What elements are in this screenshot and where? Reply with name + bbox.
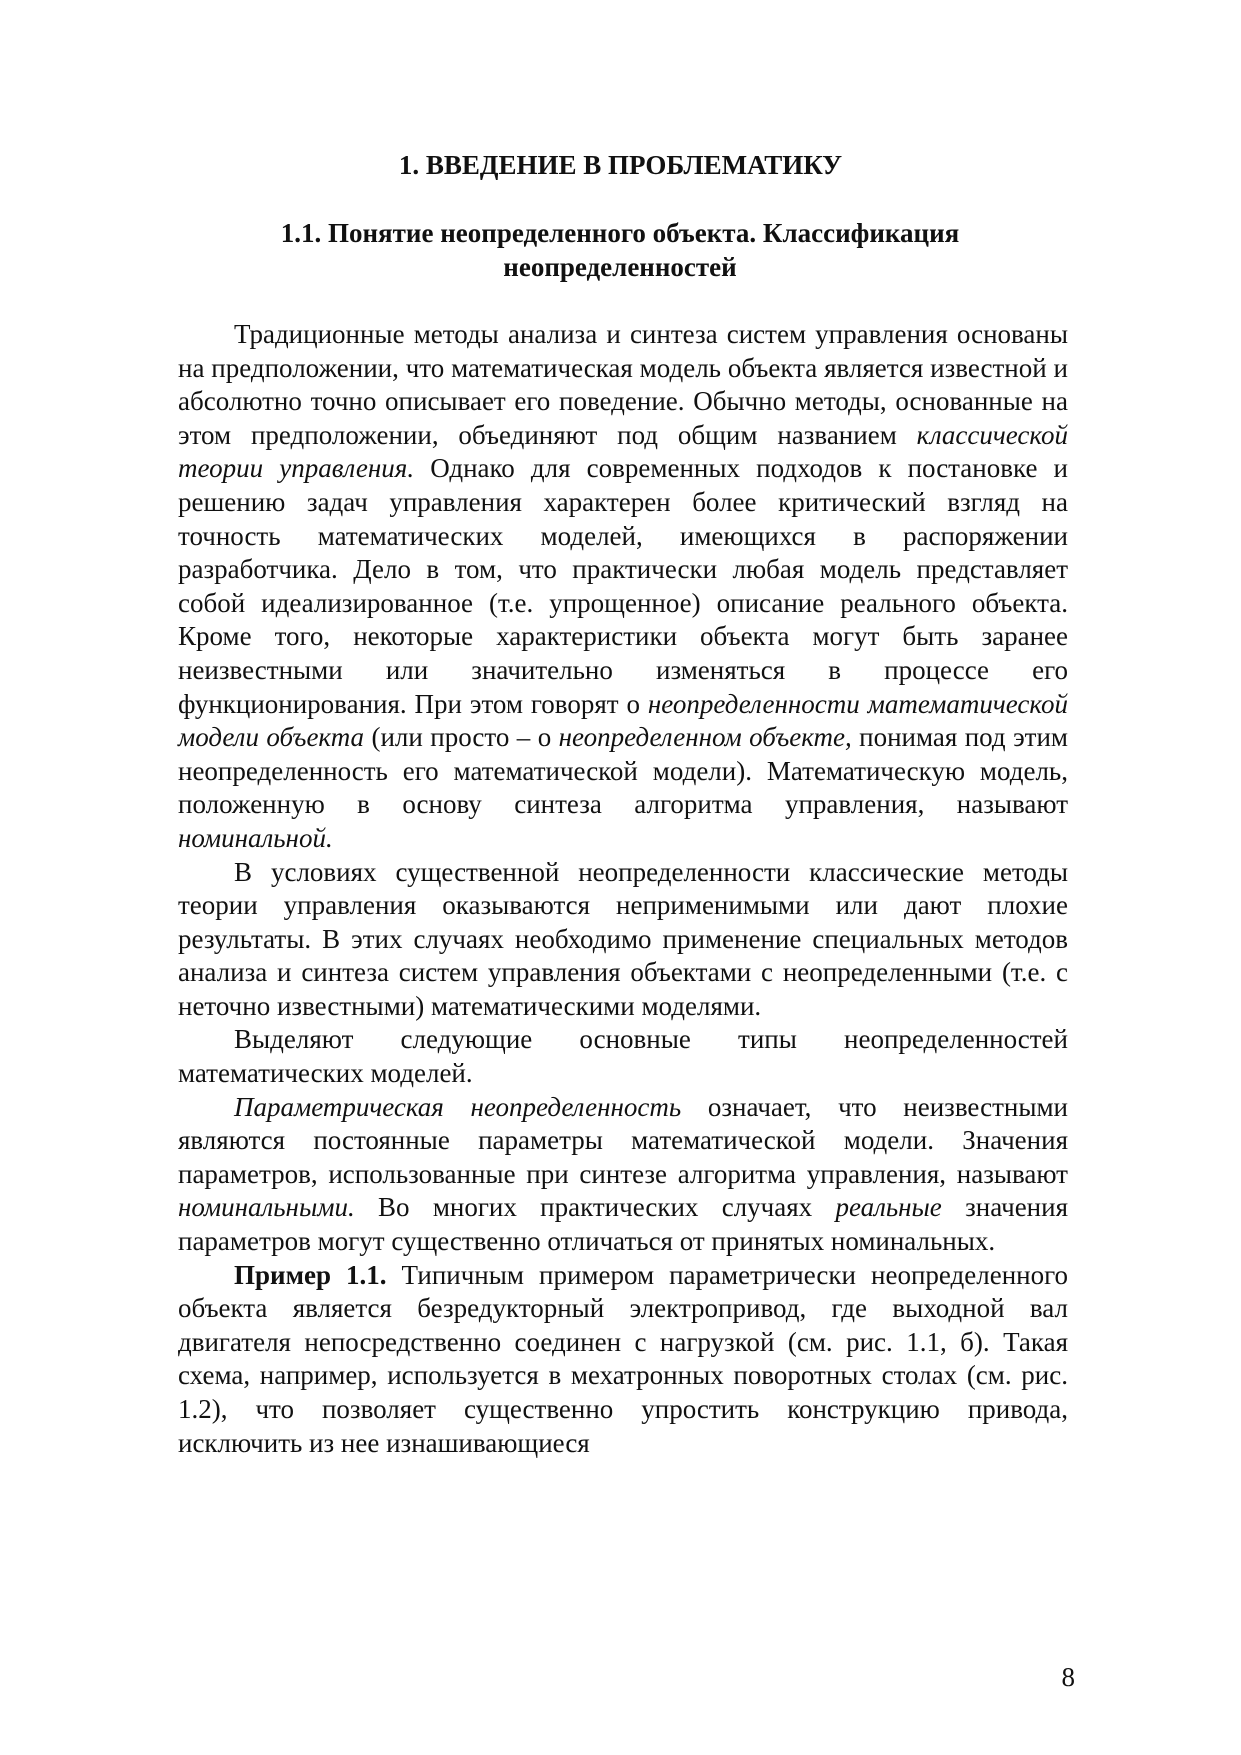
paragraph-2: В условиях существенной неопределенности классические методы теории управления оказываются неприменимыми или дают плохие результаты. В этих случаях необходимо применение специальных методов анализа и синтеза систем управления объектами с неопределенными (т.е. с неточно известными) математическими моделями. xyxy=(178,856,1068,1021)
paragraph-3: Выделяют следующие основные типы неопределенностей математических моделей. xyxy=(178,1024,1068,1089)
paragraph-4 xyxy=(178,1091,1068,1259)
paragraph-5-example xyxy=(178,1259,1068,1461)
p1-italic-4: номинальной. xyxy=(178,822,333,853)
p4-italic-3: реальные xyxy=(835,1192,942,1223)
p4-text-2: Во многих практических случаях xyxy=(354,1192,836,1223)
p1-italic-2: неопределенности математической модели объекта xyxy=(178,688,1068,753)
section-heading xyxy=(180,216,1060,284)
section-heading-line2: неопределенностей xyxy=(503,252,737,282)
p4-italic-1: Параметрическая неопределенность xyxy=(234,1091,682,1122)
section-heading-line1: 1.1. Понятие неопределенного объекта. Классификация xyxy=(280,218,960,248)
p1-text-4: понимая под этим неопределенность его математической модели). Математическую модель, положенную в основу синтеза алгоритма управления, называют xyxy=(178,722,1068,820)
chapter-heading: 1. ВВЕДЕНИЕ В ПРОБЛЕМАТИКУ xyxy=(398,150,843,180)
p1-text-3: (или просто – о xyxy=(364,722,559,753)
p4-italic-2: номинальными. xyxy=(178,1192,355,1223)
p4-text-3: значения параметров могут существенно отличаться от принятых номинальных. xyxy=(178,1192,1068,1257)
p1-italic-1: классической теории управления. xyxy=(178,419,1068,484)
paragraph-1 xyxy=(178,318,1068,856)
page-number: 8 xyxy=(1061,1662,1075,1692)
p5-text-1: Типичным примером параметрически неопределенного объекта является безредукторный электропривод, где выходной вал двигателя непосредственно соединен с нагрузкой (см. рис. 1.1, б). Такая схема, например, используется в мехатронных поворотных столах (см. рис. 1.2), что позволяет существенно упростить конструкцию привода, исключить из нее изнашивающиеся xyxy=(178,1259,1068,1458)
p1-text-1: Традиционные методы анализа и синтеза систем управления основаны на предположении, что математическая модель объекта является известной и абсолютно точно описывает его поведение. Обычно методы, основанные на этом предположении, объединяют под общим названием xyxy=(178,319,1068,450)
body-text xyxy=(178,318,1068,1460)
p1-text-2: Однако для современных подходов к постановке и решению задач управления характерен более критический взгляд на точность математических моделей, имеющихся в распоряжении разработчика. Дело в том, что практически любая модель представляет собой идеализированное (т.е. упрощенное) описание реального объекта. Кроме того, некоторые характеристики объекта могут быть заранее неизвестными или значительно изменяться в процессе его функционирования. При этом говорят о xyxy=(178,453,1068,719)
example-label: Пример 1.1. xyxy=(234,1259,387,1290)
p4-text-1: означает, что неизвестными являются постоянные параметры математической модели. Значения параметров, использованные при синтезе алгоритма управления, называют xyxy=(178,1091,1068,1189)
p1-italic-3: неопределенном объекте, xyxy=(558,722,852,753)
